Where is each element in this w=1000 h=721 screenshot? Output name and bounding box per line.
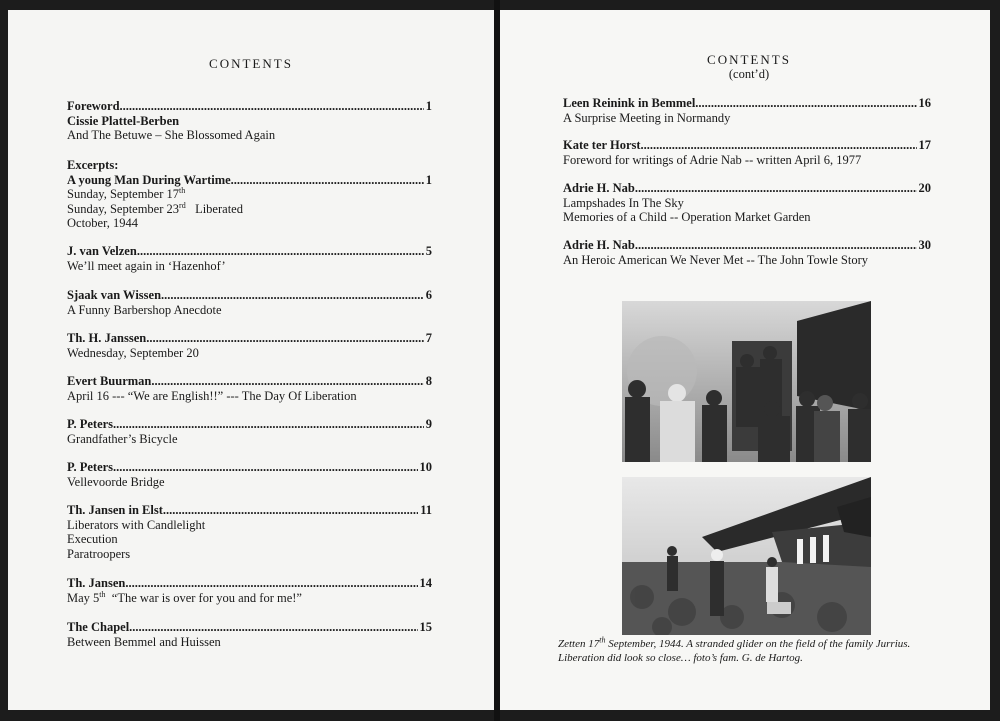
entry-subtitle: Sunday, September 17th [67,185,186,201]
toc-entry [67,576,432,605]
entry-page: 9 [425,417,432,431]
entry-page: 6 [425,288,432,302]
entry-subtitle: Foreword for writings of Adrie Nab -- written April 6, 1977 [563,152,862,167]
entry-subtitle: Grandfather’s Bicycle [67,431,178,446]
entry-subtitle: A Surprise Meeting in Normandy [563,110,731,125]
entry-page: 16 [918,96,931,110]
leader-dots [113,460,417,475]
toc-entry [563,138,931,167]
entry-title: P. Peters [67,417,114,431]
entry-subtitle: Execution [67,532,118,546]
entry-subtitle: An Heroic American We Never Met -- The John Towle Story [563,252,868,267]
entry-page: 17 [918,138,931,152]
entry-title: J. van Velzen [67,244,137,258]
toc-entry [67,158,432,231]
leader-dots [163,503,418,518]
toc-entry [67,331,432,360]
entry-subtitle: Vellevoorde Bridge [67,474,165,489]
toc-entry [67,288,432,317]
entry-subtitle: A Funny Barbershop Anecdote [67,302,222,317]
leader-dots [137,244,424,259]
toc-entry [563,238,931,267]
leader-dots [231,173,424,188]
leader-dots [695,96,916,111]
entry-subtitle: Paratroopers [67,546,131,561]
contents-heading: CONTENTS [707,52,791,67]
leader-dots [146,331,424,346]
entry-title: P. Peters [67,460,114,474]
entry-title: A young Man During Wartime [67,172,231,187]
entry-page: 8 [425,374,432,388]
leader-dots [161,288,424,303]
right-page [500,10,990,710]
leader-dots [125,576,417,591]
caption-line: Liberation did look so close… foto’s fam. G. de Hartog. [558,651,803,664]
entry-page: 10 [419,460,432,474]
entry-page: 1 [425,172,432,187]
entry-subtitle: We’ll meet again in ‘Hazenhof’ [67,258,226,273]
leader-dots [113,417,424,432]
photo-stranded-glider [622,477,871,635]
entry-page: 1 [425,99,432,113]
entry-subtitle: Memories of a Child -- Operation Market Garden [563,210,811,224]
entry-title: Th. Jansen in Elst [67,503,163,517]
entry-title: Th. H. Janssen [67,331,147,345]
entry-subtitle: Between Bemmel and Huissen [67,634,221,649]
entry-title: Adrie H. Nab [563,238,635,252]
toc-entry [67,374,432,403]
toc-entry [67,244,432,273]
toc-entry [67,503,432,561]
contents-heading: CONTENTS [209,56,293,71]
toc-entry [67,417,432,446]
toc-entry [563,181,931,225]
entry-page: 11 [420,503,432,517]
leader-dots [635,238,917,253]
entry-subtitle: Sunday, September 23rd Liberated [67,200,243,216]
leader-dots [635,181,917,196]
entry-title: Foreword [67,99,120,113]
entry-title: Cissie Plattel-Berben [67,113,180,128]
entry-title: Leen Reinink in Bemmel [563,96,696,110]
entry-title: Kate ter Horst [563,138,641,152]
toc-entry [67,460,432,489]
contents-subheading: (cont’d) [728,67,770,81]
entry-subtitle: April 16 --- “We are English!!” --- The Day Of Liberation [67,388,357,403]
entry-title: The Chapel [67,620,130,634]
caption-line: Zetten 17th September, 1944. A stranded glider on the field of the family Jurrius. [558,635,911,650]
leader-dots [151,374,423,389]
entry-page: 14 [419,576,432,590]
photo-group-with-plane [622,301,871,462]
entry-subtitle: October, 1944 [67,216,139,230]
toc-entry [563,96,931,125]
entry-page: 7 [425,331,432,345]
entry-page: 20 [918,181,931,195]
entry-subtitle: May 5th “The war is over for you and for me!” [67,589,302,605]
entry-title: Adrie H. Nab [563,181,635,195]
leader-dots [641,138,917,153]
entry-subtitle: Liberators with Candlelight [67,517,206,532]
entry-page: 15 [419,620,432,634]
entry-title: Evert Buurman [67,374,152,388]
left-page [8,10,494,710]
entry-title: Th. Jansen [67,576,126,590]
entry-subtitle: And The Betuwe – She Blossomed Again [67,128,276,142]
entry-subtitle: Lampshades In The Sky [563,195,684,210]
entry-title: Sjaak van Wissen [67,288,162,302]
leader-dots [129,620,417,635]
toc-entry [67,99,432,143]
photo-caption [558,635,948,665]
entry-title: Excerpts: [67,158,119,172]
entry-page: 5 [425,244,432,258]
entry-subtitle: Wednesday, September 20 [67,345,199,360]
entry-page: 30 [918,238,931,252]
toc-entry [67,620,432,649]
leader-dots [120,99,424,114]
